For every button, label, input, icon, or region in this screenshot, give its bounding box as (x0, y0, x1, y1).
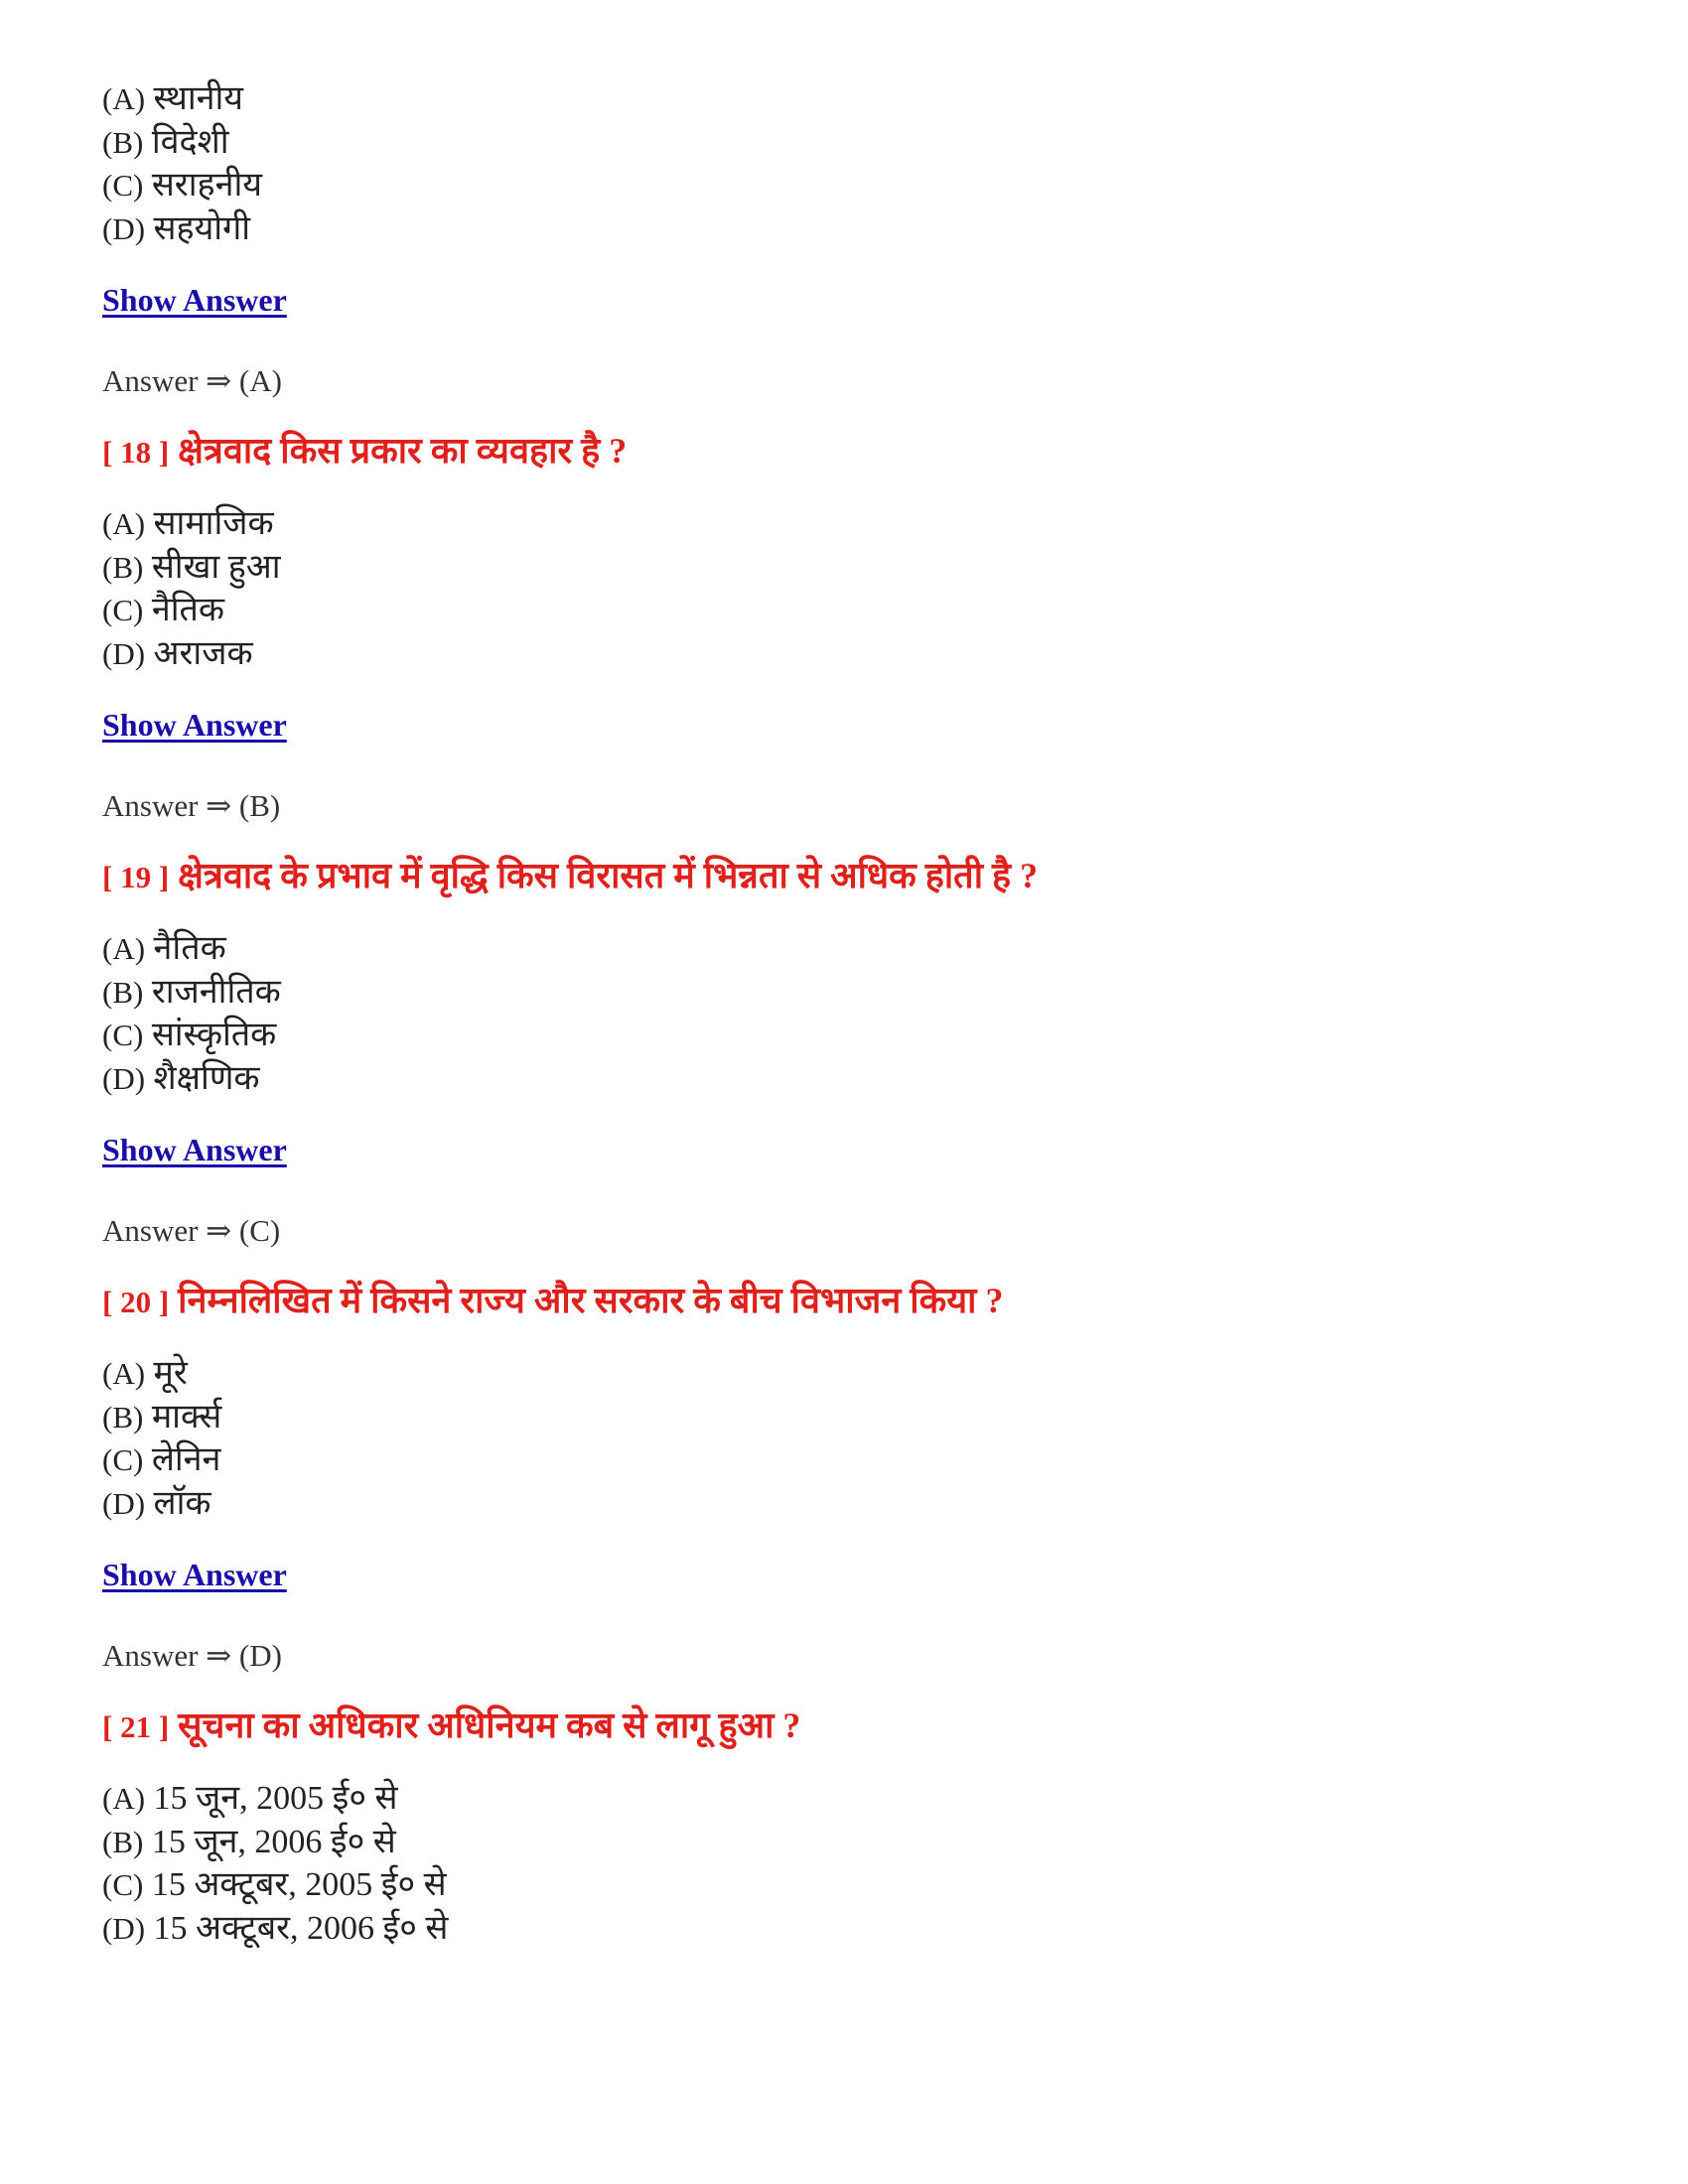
option-d[interactable]: (D) 15 अक्टूबर, 2006 ई० से (102, 1909, 449, 1947)
question-heading: [ 19 ] क्षेत्रवाद के प्रभाव में वृद्धि किस विरासत में भिन्नता से अधिक होती है ? (102, 856, 1039, 895)
option-a[interactable]: (A) 15 जून, 2005 ई० से (102, 1780, 398, 1817)
option-c[interactable]: (C) नैतिक (102, 592, 224, 628)
show-answer-link[interactable]: Show Answer (102, 707, 287, 743)
option-d[interactable]: (D) लॉक (102, 1484, 211, 1522)
option-c[interactable]: (C) सांस्कृतिक (102, 1017, 277, 1053)
option-a[interactable]: (A) नैतिक (102, 930, 226, 967)
options-list (102, 927, 1592, 1100)
option-b[interactable]: (B) मार्क्स (102, 1398, 222, 1435)
option-a[interactable]: (A) मूरे (102, 1355, 188, 1392)
question-heading: [ 18 ] क्षेत्रवाद किस प्रकार का व्यवहार है ? (102, 431, 628, 471)
answer-text: Answer ⇒ (D) (102, 1638, 282, 1673)
option-b[interactable]: (B) 15 जून, 2006 ई० से (102, 1823, 396, 1860)
option-c[interactable]: (C) 15 अक्टूबर, 2005 ई० से (102, 1866, 447, 1903)
show-answer-link[interactable]: Show Answer (102, 282, 287, 318)
options-list (102, 1352, 1592, 1525)
question-heading: [ 20 ] निम्नलिखित में किसने राज्य और सरकार के बीच विभाजन किया ? (102, 1281, 1004, 1320)
option-c[interactable]: (C) लेनिन (102, 1441, 221, 1478)
show-answer-link[interactable]: Show Answer (102, 1557, 287, 1592)
options-list (102, 77, 1592, 250)
option-d[interactable]: (D) शैक्षणिक (102, 1059, 260, 1097)
options-list (102, 502, 1592, 675)
answer-text: Answer ⇒ (B) (102, 788, 281, 823)
question-block-20 (102, 1279, 1592, 1676)
question-block-19 (102, 854, 1592, 1251)
question-block-17 (102, 77, 1592, 401)
show-answer-link[interactable]: Show Answer (102, 1132, 287, 1167)
option-d[interactable]: (D) सहयोगी (102, 209, 251, 247)
option-a[interactable]: (A) स्थानीय (102, 80, 244, 117)
question-heading: [ 21 ] सूचना का अधिकार अधिनियम कब से लागू हुआ ? (102, 1706, 801, 1745)
option-d[interactable]: (D) अराजक (102, 634, 253, 672)
option-a[interactable]: (A) सामाजिक (102, 505, 274, 542)
options-list (102, 1777, 1592, 1950)
option-b[interactable]: (B) सीखा हुआ (102, 548, 281, 586)
answer-text: Answer ⇒ (A) (102, 363, 282, 398)
page-content (102, 77, 1592, 1950)
option-b[interactable]: (B) विदेशी (102, 123, 229, 161)
question-block-21 (102, 1704, 1592, 1950)
option-b[interactable]: (B) राजनीतिक (102, 973, 281, 1011)
answer-text: Answer ⇒ (C) (102, 1213, 281, 1248)
option-c[interactable]: (C) सराहनीय (102, 167, 262, 204)
question-block-18 (102, 429, 1592, 826)
